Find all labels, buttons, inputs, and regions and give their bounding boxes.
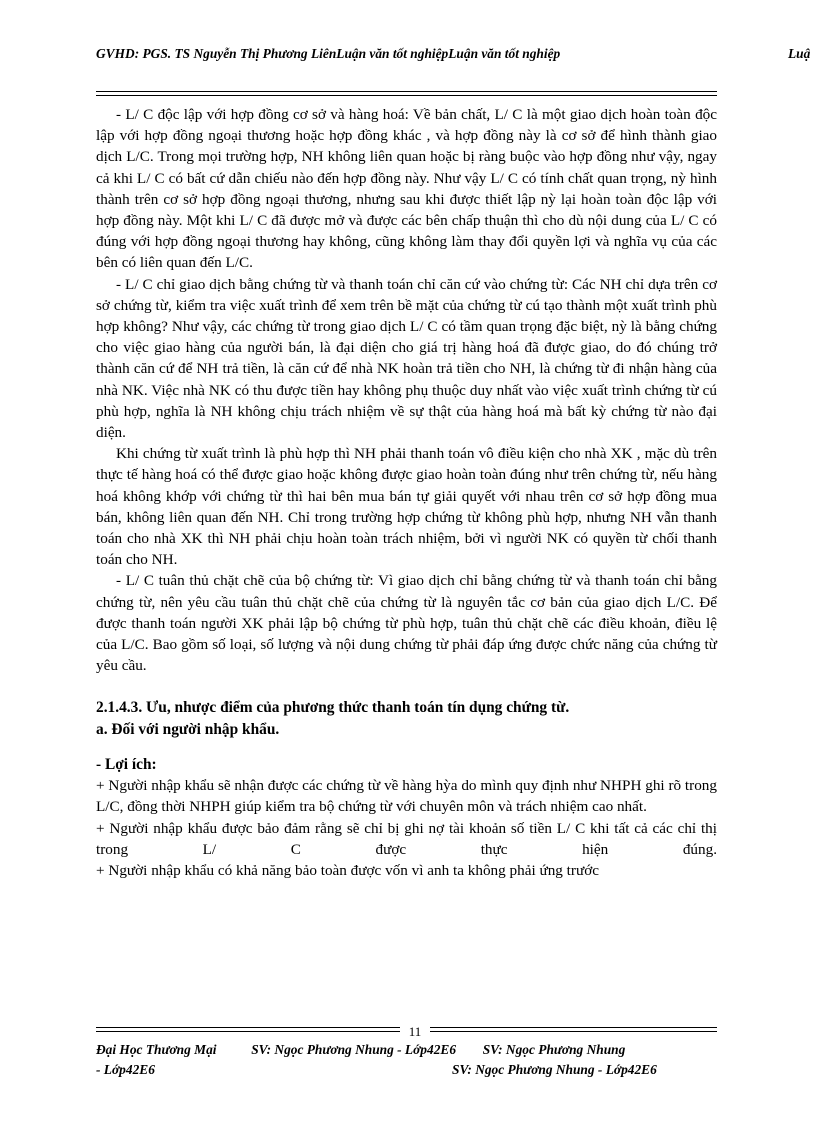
page-number: 11 bbox=[400, 1024, 430, 1040]
paragraph-strict-compliance: - L/ C tuân thủ chặt chẽ của bộ chứng từ: Vì giao dịch chỉ bằng chứng từ và thanh toán chỉ bằng chứng từ, nên yêu cầu tuân thủ chặt chẽ của chứng từ là nguyên tắc cơ bản của giao dịch L/C. Để được thanh toán người XK phải lập bộ chứng từ phù hợp, tuân thủ chặt chẽ các điều khoản, điều lệ của L/C. Bao gồm số loại, số lượng và nội dung chứng từ phải đáp ứng được chức năng của chứng từ yêu cầu. bbox=[96, 572, 717, 675]
footer-student-2: SV: Ngọc Phương Nhung bbox=[482, 1042, 626, 1057]
page-header bbox=[96, 46, 816, 70]
page-footer bbox=[96, 1040, 736, 1080]
header-divider bbox=[96, 91, 717, 96]
benefit-item-2: + Người nhập khẩu được bảo đảm rằng sẽ chỉ bị ghi nợ tài khoản số tiền L/ C khi tất cả các chỉ thị trong L/ C được thực hiện đúng. bbox=[96, 819, 717, 858]
section-heading: 2.1.4.3. Ưu, nhược điểm của phương thức thanh toán tín dụng chứng từ. bbox=[96, 699, 570, 717]
benefit-item-1: + Người nhập khẩu sẽ nhận được các chứng từ về hàng hỳa do mình quy định như NHPH ghi rõ trong L/C, đồng thời NHPH giúp kiểm tra bộ chứng từ với chuyên môn và trách nhiệm cao nhất. bbox=[96, 777, 717, 816]
footer-class: - Lớp42E6 bbox=[96, 1062, 155, 1077]
benefit-label: - Lợi ích: bbox=[96, 755, 157, 773]
header-overflow-text: Luậ bbox=[788, 46, 811, 61]
footer-student-3: SV: Ngọc Phương Nhung - Lớp42E6 bbox=[452, 1062, 657, 1077]
benefit-item-3: + Người nhập khẩu có khả năng bảo toàn được vốn vì anh ta không phải ứng trước bbox=[96, 861, 599, 879]
document-body bbox=[96, 104, 717, 881]
paragraph-lc-independence: - L/ C độc lập với hợp đồng cơ sở và hàng hoá: Về bản chất, L/ C là một giao dịch hoàn toàn độc lập với hợp đồng ngoại thương hoặc hợp đồng khác , và hợp đồng này là cơ sở để hình thành giao dịch L/C. Trong mọi trường hợp, NH không liên quan hoặc bị ràng buộc vào hợp đồng như vậy, ngay cả khi L/ C có bất cứ dẫn chiếu nào đến hợp đồng này. Như vậy L/ C có tính chất quan trọng, nỳ hình thành trên cơ sở hợp đồng ngoại thương, nhưng sau khi được thiết lập nỳ lại hoàn toàn độc lập với hợp đồng này. Một khi L/ C đã được mở và được các bên chấp thuận thì cho dù nội dung của L/ C có đúng với hợp đồng ngoại thương hay không, cũng không làm thay đổi quyền lợi và nghĩa vụ của các bên có liên quan đến L/C. bbox=[96, 106, 717, 272]
paragraph-lc-documents: - L/ C chỉ giao dịch bằng chứng từ và thanh toán chỉ căn cứ vào chứng từ: Các NH chỉ dựa trên cơ sở chứng từ, kiểm tra việc xuất trình để xem trên bề mặt của chứng từ cú tạo thành một xuất trình phù hợp không? Như vậy, các chứng từ trong giao dịch L/ C có tầm quan trọng đặc biệt, nỳ là bằng chứng cho việc giao hàng của người bán, là đại diện cho giá trị hàng hoá đã được giao, do đó chúng trở thành căn cứ để NH trả tiền, là căn cứ để nhà NK hoàn trả tiền cho NH, là chứng từ đi nhận hàng của nhà NK. Việc nhà NK có thu được tiền hay không phụ thuộc duy nhất vào việc xuất trình chứng từ cú phù hợp, nghĩa là NH không chịu trách nhiệm về sự thật của hàng hoá mà bất kỳ chứng từ nào đại diện. bbox=[96, 275, 717, 442]
header-title: GVHD: PGS. TS Nguyễn Thị Phương LiênLuận văn tốt nghiệpLuận văn tốt nghiệp bbox=[96, 46, 561, 61]
footer-school: Đại Học Thương Mại bbox=[96, 1042, 217, 1057]
paragraph-payment-conditions: Khi chứng từ xuất trình là phù hợp thì NH phải thanh toán vô điều kiện cho nhà XK , mặc dù trên thực tế hàng hoá có thể được giao hoặc không được giao hoàn toàn đúng như trên chứng từ, nếu hàng hoá không khớp với chứng từ thì hai bên mua bán tự giải quyết với nhau trên cơ sở hợp đồng mua bán, không liên quan đến NH. Chỉ trong trường hợp chứng từ không phù hợp, nhưng NH vẫn thanh toán cho nhà XK thì NH phải chịu hoàn toàn trách nhiệm, bởi vì người NK có quyền từ chối thanh toán cho NH. bbox=[96, 445, 717, 569]
subsection-heading: a. Đối với người nhập khẩu. bbox=[96, 720, 280, 738]
footer-student-1: SV: Ngọc Phương Nhung - Lớp42E6 bbox=[251, 1042, 457, 1057]
